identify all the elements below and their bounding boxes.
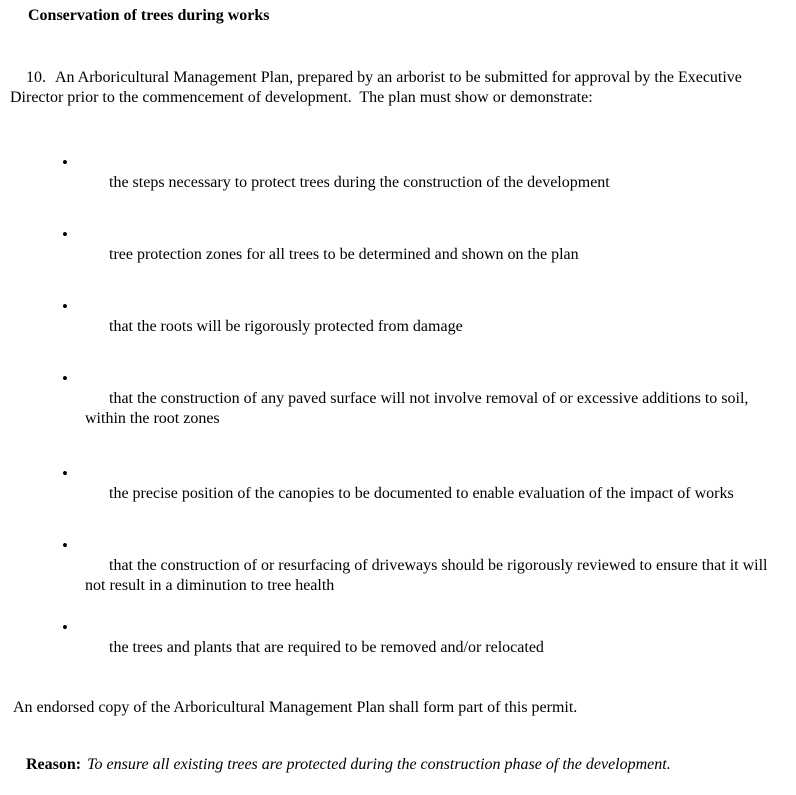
list-item-text: the precise position of the canopies to be documented to enable evaluation of the impact of works bbox=[109, 485, 734, 502]
section-heading: Conservation of trees during works bbox=[28, 7, 270, 24]
reason-label: Reason: bbox=[26, 756, 82, 773]
reason-text: To ensure all existing trees are protected during the construction phase of the development. bbox=[87, 756, 671, 773]
closing-statement: An endorsed copy of the Arboricultural Management Plan shall form part of this permit. bbox=[13, 699, 578, 716]
list-item bbox=[85, 464, 786, 524]
clause-number: 10. bbox=[26, 69, 46, 86]
list-item-text: that the roots will be rigorously protected from damage bbox=[109, 318, 463, 335]
list-item bbox=[85, 369, 786, 449]
list-item bbox=[85, 618, 786, 678]
list-item bbox=[85, 536, 786, 616]
list-item-text: that the construction of or resurfacing of driveways should be rigorously reviewed to ensure that it will not result in a diminution to tree health bbox=[85, 557, 772, 594]
list-item-text: the steps necessary to protect trees during the construction of the development bbox=[109, 174, 610, 191]
reason-paragraph bbox=[10, 735, 786, 795]
clause-text: An Arboricultural Management Plan, prepared by an arborist to be submitted for approval by the Executive Director prior to the commencement of development. The plan must show or demonstrate: bbox=[10, 69, 746, 106]
list-item-text: tree protection zones for all trees to be determined and shown on the plan bbox=[109, 246, 579, 263]
list-item bbox=[85, 153, 786, 213]
list-item bbox=[85, 225, 786, 285]
list-item-text: the trees and plants that are required to be removed and/or relocated bbox=[109, 639, 544, 656]
requirements-bullet-list bbox=[10, 153, 786, 678]
list-item bbox=[85, 297, 786, 357]
clause-paragraph bbox=[10, 48, 786, 128]
list-item-text: that the construction of any paved surface will not involve removal of or excessive additions to soil, within the root zones bbox=[85, 390, 753, 427]
